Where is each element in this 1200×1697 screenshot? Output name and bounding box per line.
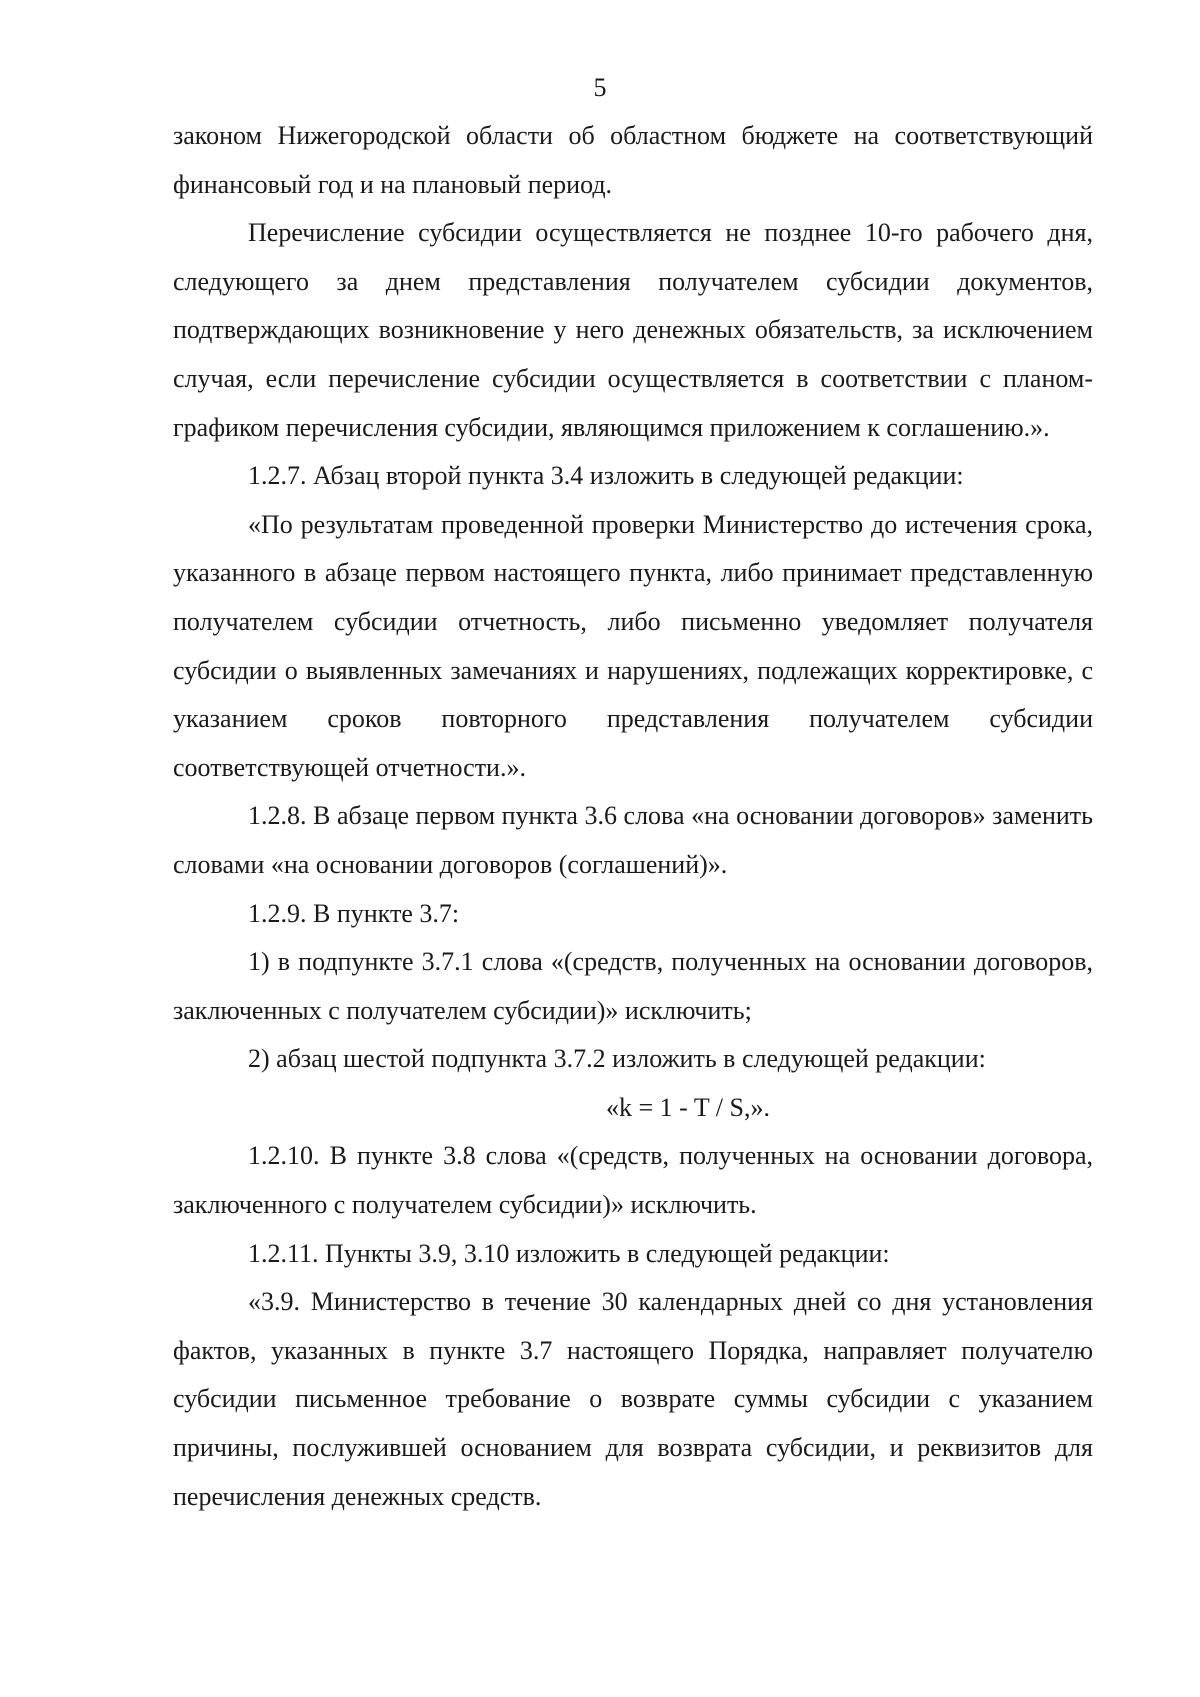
document-body xyxy=(173,112,1093,1521)
paragraph-1-2-7: 1.2.7. Абзац второй пункта 3.4 изложить в следующей редакции: xyxy=(248,461,964,491)
paragraph-subitem-1: 1) в подпункте 3.7.1 слова «(средств, полученных на основании договоров, заключенных с получателем субсидии)» исключить; xyxy=(173,947,1093,1025)
paragraph-1-2-11: 1.2.11. Пункты 3.9, 3.10 изложить в следующей редакции: xyxy=(248,1238,890,1268)
formula: «k = 1 - T / S,». xyxy=(606,1092,770,1122)
paragraph-subsidy-transfer: Перечисление субсидии осуществляется не позднее 10-го рабочего дня, следующего за днем представления получателем субсидии документов, подтверждающих возникновение у него денежных обязательств, за исключением случая, если перечисление субсидии осуществляется в соответствии с планом-графиком перечисления субсидии, являющимся приложением к соглашению.». xyxy=(173,218,1093,442)
paragraph-1-2-8: 1.2.8. В абзаце первом пункта 3.6 слова «на основании договоров» заменить словами «на основании договоров (соглашений)». xyxy=(173,801,1093,879)
paragraph-1-2-10: 1.2.10. В пункте 3.8 слова «(средств, полученных на основании договора, заключенного с получателем субсидии)» исключить. xyxy=(173,1141,1093,1220)
paragraph-budget-law: законом Нижегородской области об областном бюджете на соответствующий финансовый год и на плановый период. xyxy=(173,121,1093,199)
paragraph-inspection-results: «По результатам проведенной проверки Министерство до истечения срока, указанного в абзаце первом настоящего пункта, либо принимает представленную получателем субсидии отчетность, либо письменно уведомляет получателя субсидии о выявленных замечаниях и нарушениях, подлежащих корректировке, с указанием сроков повторного представления получателем субсидии соответствующей отчетности.». xyxy=(173,509,1093,782)
paragraph-1-2-9: 1.2.9. В пункте 3.7: xyxy=(248,898,460,928)
paragraph-3-9: «3.9. Министерство в течение 30 календарных дней со дня установления фактов, указанных в пункте 3.7 настоящего Порядка, направляет получателю субсидии письменное требование о возврате суммы субсидии с указанием причины, послужившей основанием для возврата субсидии, и реквизитов для перечисления денежных средств. xyxy=(173,1287,1093,1511)
page-number: 5 xyxy=(593,73,607,102)
paragraph-subitem-2: 2) абзац шестой подпункта 3.7.2 изложить в следующей редакции: xyxy=(248,1044,986,1074)
